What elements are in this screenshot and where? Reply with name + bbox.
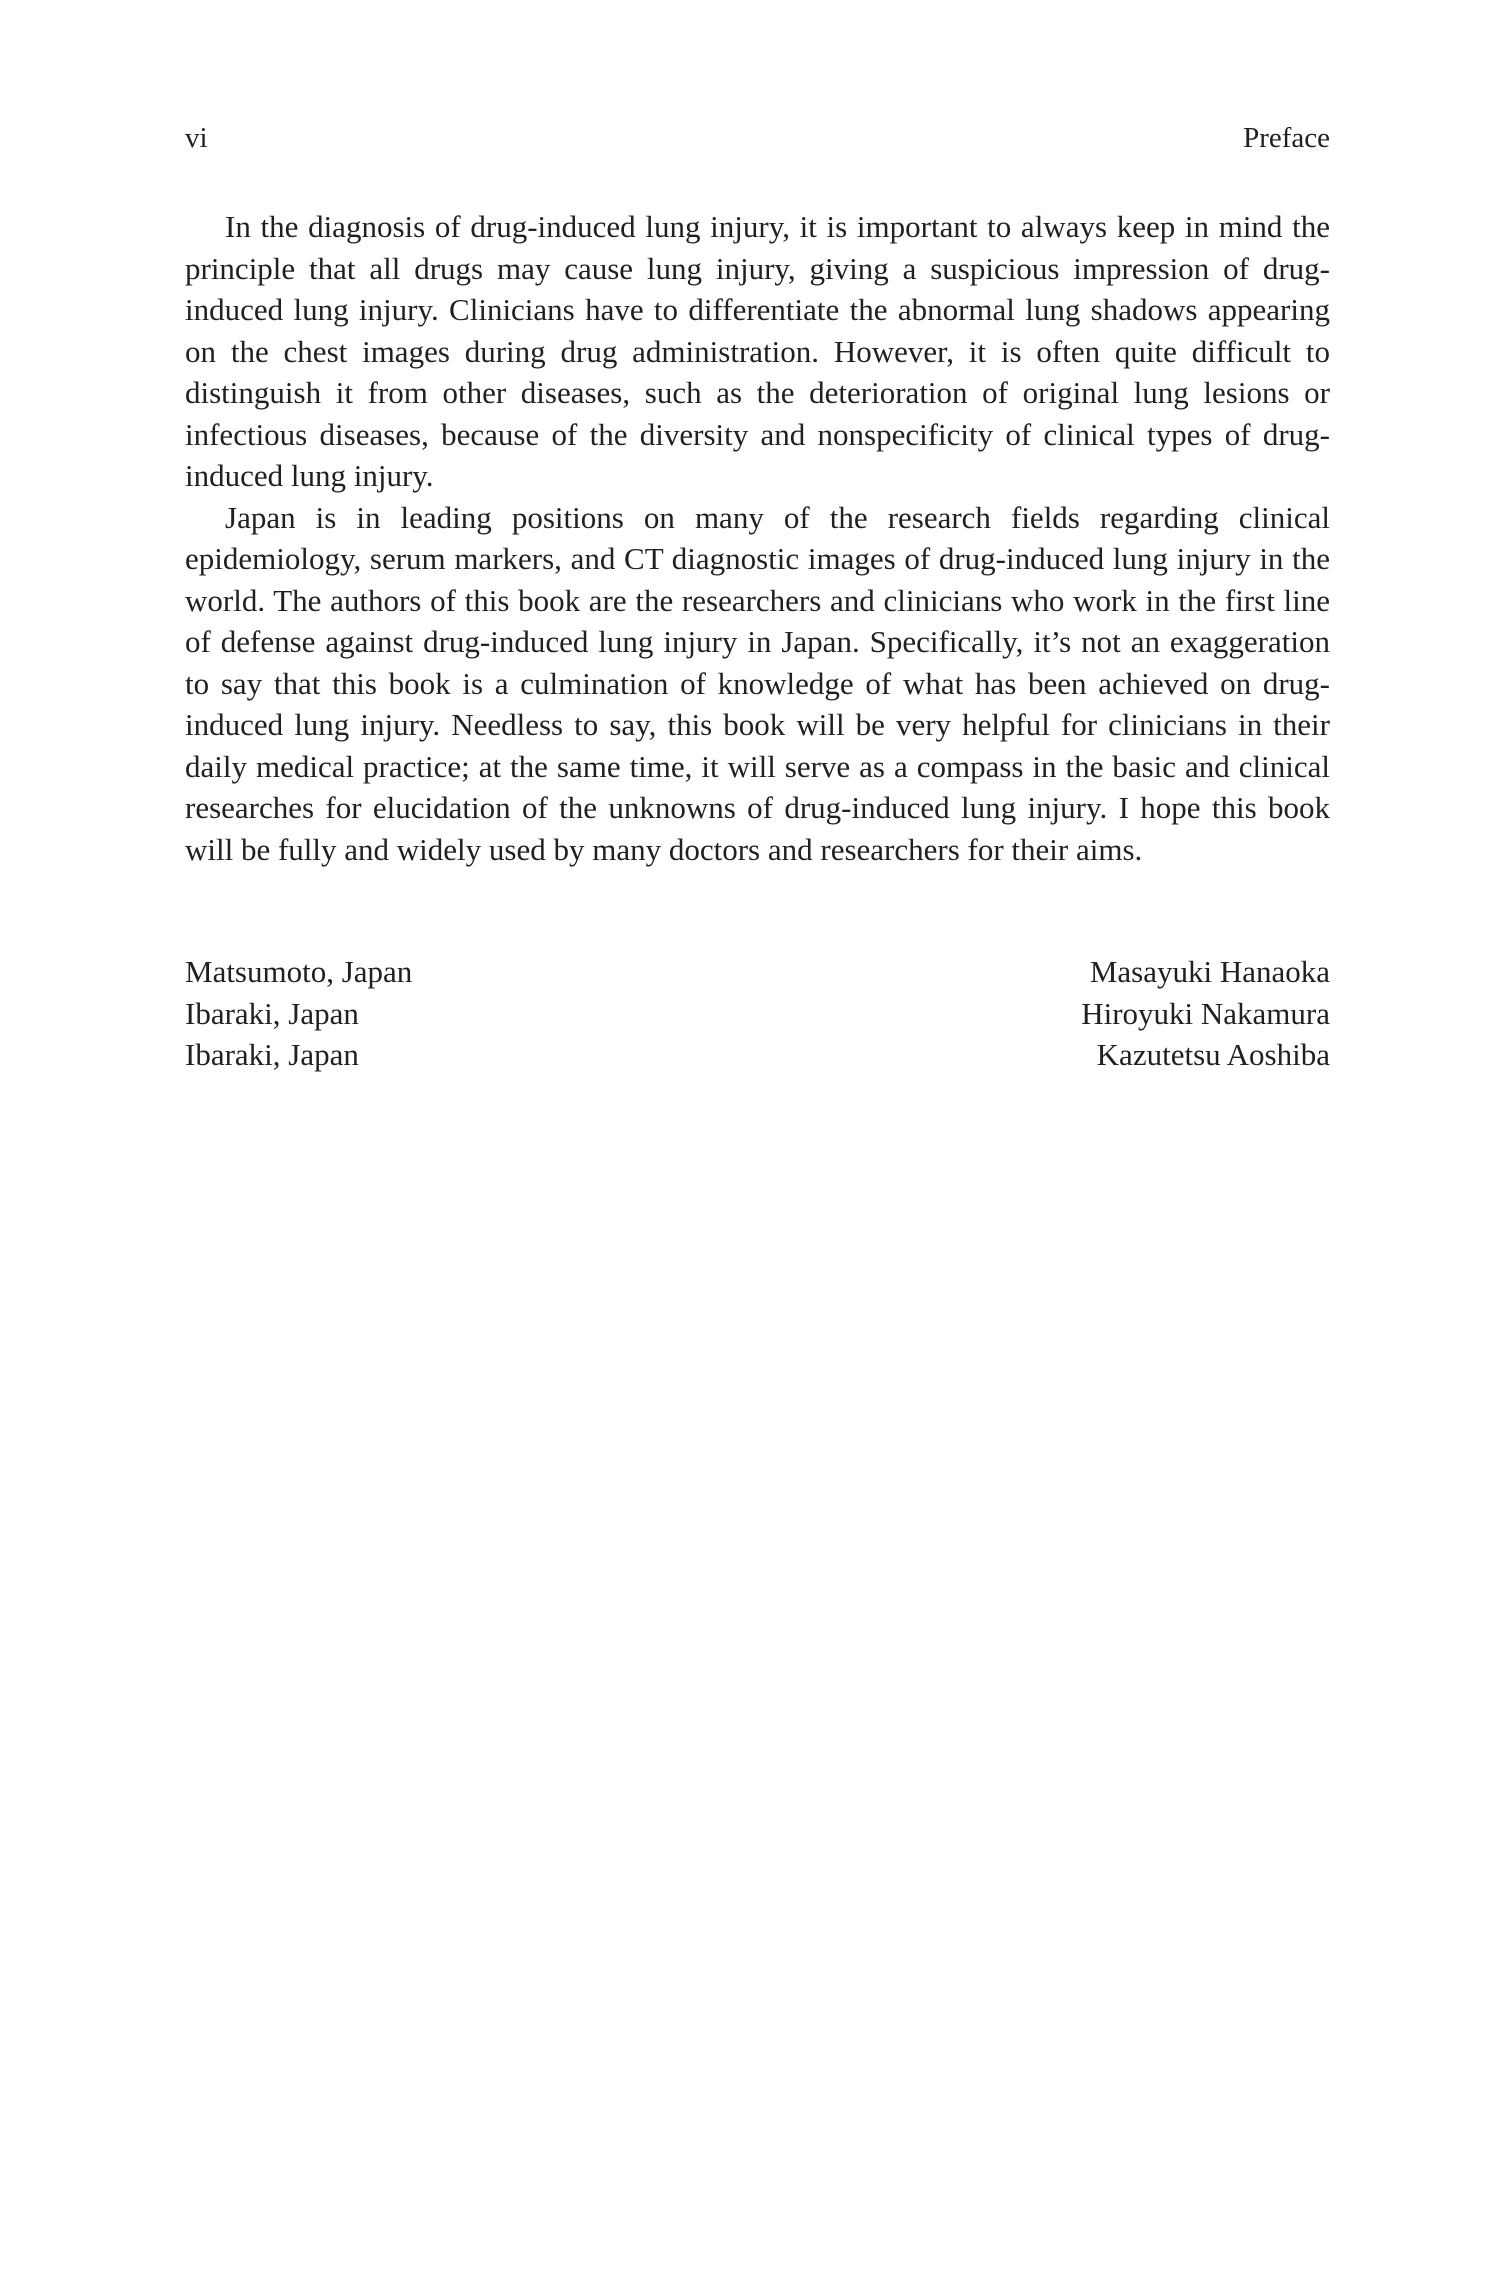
preface-body [185,206,1330,870]
page-number: vi [185,122,208,154]
signature-place: Ibaraki, Japan [185,1037,359,1072]
signature-row [185,1034,1330,1076]
signature-name: Masayuki Hanaoka [1089,954,1330,989]
paragraph: In the diagnosis of drug-induced lung injury, it is important to always keep in mind the principle that all drugs may cause lung injury, giving a suspicious impression of drug-induced lung injury. Clinicians have to differentiate the abnormal lung shadows appearing on the chest images during drug administration. However, it is often quite difficult to distinguish it from other diseases, such as the deterioration of original lung lesions or infectious diseases, because of the diversity and nonspecificity of clinical types of drug-induced lung injury. [185,209,1330,493]
paragraph: Japan is in leading positions on many of the research fields regarding clinical epidemiology, serum markers, and CT diagnostic images of drug-induced lung injury in the world. The authors of this book are the researchers and clinicians who work in the first line of defense against drug-induced lung injury in Japan. Specifically, it’s not an exaggeration to say that this book is a culmination of knowledge of what has been achieved on drug-induced lung injury. Needless to say, this book will be very helpful for clinicians in their daily medical practice; at the same time, it will serve as a compass in the basic and clinical researches for elucidation of the unknowns of drug-induced lung injury. I hope this book will be fully and widely used by many doctors and researchers for their aims. [185,499,1330,867]
signature-place: Matsumoto, Japan [185,954,413,989]
signature-block [185,951,1330,1076]
signature-row [185,993,1330,1035]
signature-name: Kazutetsu Aoshiba [1096,1037,1330,1072]
signature-name: Hiroyuki Nakamura [1081,995,1330,1031]
signature-row [185,951,1330,993]
section-title: Preface [1243,122,1330,154]
signature-place: Ibaraki, Japan [185,995,359,1031]
running-head [185,118,1330,158]
